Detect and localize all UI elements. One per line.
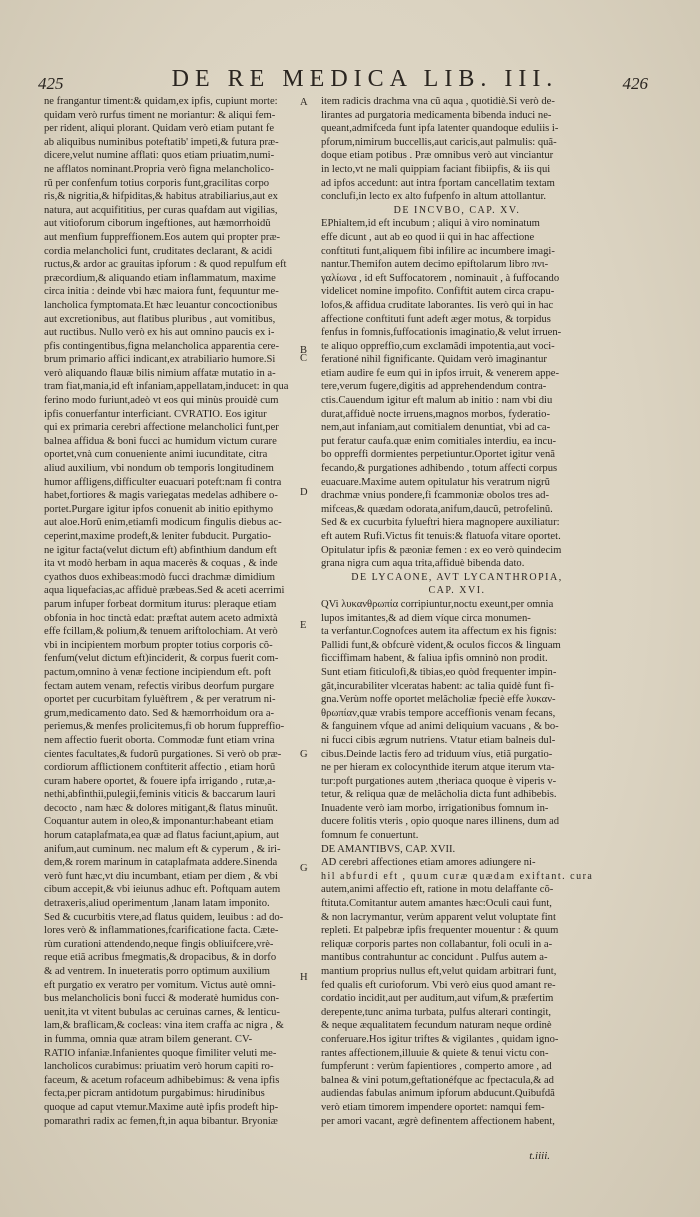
text-line: lofos,& affidua cruditate laborantes. Iis verò qui in hac [321, 299, 554, 311]
text-line: tere,verum fugere,digitis ad apprehendendum contra- [321, 381, 547, 393]
margin-marker: E [300, 620, 307, 631]
text-line: dem,& rorem marinum in cataplafmata addere.Sinenda [44, 857, 278, 869]
margin-marker: G [300, 749, 308, 760]
text-line: mifceas,& quædam odorata,anifum,daucũ, petrofelinũ. [321, 503, 553, 515]
margin-marker: A [300, 97, 308, 108]
text-line: fenfum(velut dictum eft)inciderit, & corpus fuerit com- [44, 653, 279, 665]
text-line: portet.Purgare igitur ipfos conuenit ab initio epithymo [44, 503, 274, 515]
text-line: affectione conftituti funt adeft æger motus, & torpidus [321, 313, 551, 325]
text-line: habet,fortiores & magis variegatas medelas adhibere o- [44, 490, 278, 502]
text-line: effe fcillam,& polium,& tenuem ariftolochiam. At verò [44, 626, 278, 638]
text-line: DE AMANTIBVS, CAP. XVII. [321, 843, 456, 855]
text-line: ceperint,maxime prodeft,& leniter fubducit. Purgatio- [44, 531, 272, 542]
text-line: Sunt etiam fiticulofi,& tibias,eo quòd frequenter impin- [321, 666, 557, 678]
text-line: cyathos duos exhibeas:modò fucci drachmæ dimidium [44, 571, 275, 583]
text-line: audiendas fabulas animum ipforum abducunt.Quibufdã [321, 1088, 555, 1100]
text-line: fomnum fe conuertunt. [321, 830, 419, 842]
margin-marker: B [300, 345, 308, 356]
text-line: Inuadente verò iam morbo, irrigationibus fomnum in- [321, 802, 549, 814]
text-line: curam habere oportet, & fouere ipfa irrigando , rutæ,a- [44, 775, 276, 787]
text-line: bo oppreffi dormientes perpetiuntur.Oportet igitur venã [321, 449, 555, 461]
text-line: lores verò & inflammationes,fcarificatione facta. Cæte- [44, 925, 279, 937]
text-line: conclufi,in lecto ex alto fufpenfo in altum attollantur. [321, 191, 547, 203]
margin-marker: C [300, 353, 308, 364]
text-line: ferino modo furiunt,adeò vt eos qui minùs prouidè cum [44, 395, 279, 407]
text-line: QVi λυκανθρωπία corripiuntur,noctu exeunt,per omnia [321, 598, 554, 610]
margin-marker: G [300, 863, 308, 874]
text-line: ficciffimam habent, & faliua ipfis omninò non prodit. [321, 653, 548, 665]
text-line: periemus,& menfes prolicitemus,fi ob horum fuppreffio- [44, 721, 285, 733]
text-line: fectam autem venam, refectis viribus deorfum purgare [44, 680, 275, 692]
text-line: humor affligens,difficulter euacuari poteft:nam fi contra [44, 476, 282, 488]
margin-marker: D [300, 487, 308, 498]
text-line: reque etiã acribus fmegmatis,& dropacibus, & in dorfo [44, 952, 277, 964]
text-line: fed qualis eft curioforum. Vbi verò eius quod amant re- [321, 979, 556, 991]
text-line: horum cataplafmata,ea quæ ad flatus faciunt,apium, aut [44, 830, 280, 842]
text-line: præcordium,& aliquando etiam inflammatum, maxime [44, 272, 276, 284]
text-line: fecta,per picram antidotum purgabimus: hirudinibus [44, 1088, 265, 1100]
text-line: balnea affidua & boni fucci ac humidum victum curare [44, 435, 277, 447]
text-line: detraxeris,aliud operimentum ,lanam latam imponito. [44, 898, 270, 910]
text-line: aliud auxilium, vbi nondum ob temporis longitudinem [44, 463, 274, 475]
text-line: AD cerebri affectiones etiam amores adiungere ni- [321, 857, 536, 869]
text-line: Pallidi funt,& obfcurè vident,& oculos ficcos & linguam [321, 639, 561, 651]
text-line: ta verfantur.Cognofces autem ita affectum ex his fignis: [321, 626, 557, 638]
text-line: RATIO infaniæ.Infanientes quoque fimiliter veluti me- [44, 1047, 277, 1059]
text-line: pomarathri radix ac femen,ft,in aqua bibantur. Bryoniæ [44, 1115, 278, 1127]
section-heading: DE LYCAONE, AVT LYCANTHROPIA, [351, 571, 563, 583]
text-line: parum infuper forbeat dormitum iturus: pleraque etiam [44, 598, 277, 610]
section-heading: CAP. XVI. [428, 585, 486, 597]
text-line: per amori vacant, ægrè definentem affectionem habent, [321, 1115, 555, 1127]
text-line: lirantes ad purgatoria medicamenta bibenda induci ne- [321, 109, 552, 121]
text-line: ab aliquibus numinibus poteftatib' impeti,& futura præ- [44, 136, 279, 148]
text-line: tetur, & reliqua quæ de melãcholia dicta funt adhibebis. [321, 789, 557, 801]
text-line: cibum accepit,& vbi ieiunus adhuc eft. Poftquam autem [44, 884, 281, 896]
text-line: quoque ad caput vtemur.Maxime autè ipfis prodeft hip- [44, 1101, 279, 1113]
text-line: balnea & vini potum,geftationéfque ac fpectacula,& ad [321, 1074, 554, 1086]
text-line: mantibus contrahuntur ac concidunt . Pulfus autem a- [321, 952, 548, 964]
margin-letter-markers [300, 95, 318, 1095]
text-line: rùm curationi attendendo,neque fingis obliuifcere,vrè- [44, 938, 274, 950]
text-line: conftituti funt,aliquem fibi infilire ac incumbere imagi- [321, 245, 555, 257]
text-line: lancholicos curabimus: priuatim verò horum capiti ro- [44, 1061, 274, 1073]
text-line: & non lacrymantur, verùm apparent velut voluptate fint [321, 911, 556, 923]
text-line: pactum,omnino à venæ fectione incipiendum eft. poft [44, 666, 272, 678]
text-line: bus melancholicis boni fucci & moderatè humidus con- [44, 993, 280, 1005]
text-line: videlicet nomine impofito. Confiftit autem circa crapu- [321, 286, 555, 298]
text-line: vbi in incipientem morbum propter totius corporis cõ- [44, 639, 273, 651]
text-line: brum primario affici indicant,ex atrabiliario humore.Si [44, 354, 276, 366]
text-line: euacuare.Maxime autem opitulatur his veratrum nigrũ [321, 476, 550, 488]
text-line: cordatio incidit,aut per auditum,aut vifum,& præfertim [321, 993, 554, 1005]
text-line: grum,medicamento dato. Sed & hæmorrhoidum ora a- [44, 707, 275, 719]
text-line: cordia melancholici funt, cruditates declarant, & acidi [44, 245, 273, 257]
text-line: & fanguinem vfque ad animi deliquium vacuans , & bo- [321, 721, 559, 733]
text-line: Sed & ex cucurbita fylueftri hiera magnopere auxiliatur: [321, 517, 560, 529]
text-line: aut ructibus. Nullo verò ex his aut omnino paucis ex i- [44, 327, 275, 339]
text-line: nethi,abfinthii,pulegii,feminis viticis & baccarum lauri [44, 789, 276, 801]
text-line: circa initia : deinde vbi hæc maiora funt, fequuntur me- [44, 286, 279, 298]
text-line: autem,animi affectio eft, ratione in motu delaffante cõ- [321, 884, 554, 896]
margin-marker: H [300, 972, 308, 983]
text-line: repleti. Et palpebræ ipfis frequenter mouentur : & quum [321, 925, 559, 937]
text-line: oportet per cucurbitam fyluèftrem , & per veratrum ni- [44, 694, 276, 706]
text-line: Sed & cucurbitis vtere,ad flatus quidem, leuibus : ad do- [44, 911, 284, 923]
text-line: item radicis drachma vna cũ aqua , quotidiè.Si verò de- [321, 96, 555, 107]
right-text-column [321, 95, 593, 1128]
text-line: aqua liquefacias,ac affiduè præbeas.Sed & aceti acerrimi [44, 585, 285, 597]
text-line: Coquantur autem in oleo,& imponantur:habeant etiam [44, 816, 274, 828]
text-line: & neque æqualitatem fecundum naturam neque ordinè [321, 1020, 552, 1032]
text-line: lam,& braflicam,& cocleas: vina item craffa ac nigra , & [44, 1020, 284, 1032]
text-line: nantur.Themifon autem decimo epiftolarum libro πνι- [321, 259, 549, 271]
page-number-left: 425 [38, 74, 64, 93]
text-line: gna.Verùm noffe oportet melãcholiæ fpeciè effe λυκαν- [321, 694, 556, 706]
text-line: verò etiam timorem impendere oportet: namqui fem- [321, 1101, 545, 1113]
text-line: derepente,tunc anima turbata, pulfus alterari contingit, [321, 1006, 552, 1018]
text-line: ducere folitis vteris , opio quoque nares illinens, dum ad [321, 816, 560, 828]
text-line: ne frangantur timent:& quidam,ex ipfis, cupiunt morte: [44, 96, 278, 107]
text-line: te aliquo oppreffio,cum exclamãdi impotentia,aut voci- [321, 340, 555, 352]
text-line: eft purgatio ex veratro per vomitum. Victus autè omni- [44, 979, 276, 991]
text-line: ris,& nigritia,& hifpiditas,& habitus atrabiliarius,aut ex [44, 191, 278, 203]
text-line: ferationé nihil fignificante. Quidam verò imaginantur [321, 354, 547, 366]
text-line: faceum, & acetum rofaceum adhibebimus: & vena ipfis [44, 1074, 280, 1086]
text-line: & ad ventrem. In inueteratis porro optimum auxilium [44, 966, 270, 977]
text-line: dicere,velut numine afflati: quos etiam priuatim,numi- [44, 150, 275, 162]
catchword: t.iiii. [529, 1150, 550, 1162]
text-line: ctis.Cauendum igitur eft malum ab initio : nam vbi diu [321, 395, 553, 407]
text-line: pfis contingentibus,figna melancholica apparentia cere- [44, 340, 280, 352]
text-line: anifum,aut cuminum. nec malum eft & cyperum , & iri- [44, 843, 281, 855]
text-line: in lecto,vt ne mali quippiam faciant fibiipfis, & iis qui [321, 163, 551, 175]
text-line: qui ex primaria cerebri affectione melancholici funt,per [44, 422, 279, 434]
text-line: mantium proprius nullus eft,velut quidam arbitrari funt, [321, 966, 557, 977]
text-line: Opitulatur ipfis & pæoniæ femen : ex eo verò quindecim [321, 544, 562, 556]
text-line: put feratur caufa.quæ enim comitiales interdiu, ea incu- [321, 435, 557, 447]
text-line: quidam verò rurfus timent ne moriantur: & aliqui fem- [44, 109, 276, 121]
text-line: cordiorum afflictionem conftiterit affectio , etiam horũ [44, 762, 276, 774]
text-line: ni fucci cibis ægrum nutriens. Vtatur etiam balneis dul- [321, 734, 556, 746]
text-line: γαλίωνα , id eft Suffocatorem , nominauit , à fuffocando [321, 272, 560, 284]
text-line: natura, aut acquifititius, per curas quafdam aut vigilias, [44, 204, 278, 216]
section-heading: DE INCVBO, CAP. XV. [393, 204, 521, 216]
text-line: eft autem Rufi.Victus fit tenuis:& flatuofa vitare oportet. [321, 531, 561, 542]
left-text-column [44, 95, 314, 1128]
text-line: verò aliquando flauæ bilis nimium affatæ mutatio in a- [44, 367, 276, 379]
text-line: ructus,& ardor ac grauitas ipforum : & quod repulfum eft [44, 259, 287, 271]
text-line: oportet,vnà cum conueniente animi iucunditate, citra [44, 449, 268, 461]
text-line: reliquæ corporis partes non collabantur, foli oculi in a- [321, 938, 553, 950]
text-line: etiam audire fe eum qui in ipfos irruit, & venerem appe- [321, 367, 559, 379]
text-line: ftituta.Comitantur autem amantes hæc:Oculi cauì funt, [321, 898, 552, 910]
text-line: rantes affectionem,illuuie & quiete & tenui victu con- [321, 1047, 549, 1059]
text-line: tur:poft purgationes autem ,theriaca quoque è viperis v- [321, 775, 557, 787]
text-line: ne igitur facta(velut dictum eft) abfinthium dandum eft [44, 544, 277, 556]
text-line: obfonia in hoc tinctà edat: præftat autem aceto admixtà [44, 612, 278, 624]
text-line: ne afflatos nominant.Propria verò figna melancholico- [44, 163, 274, 175]
text-line: fecando,& purgationes adhibendo , totum affecti corpus [321, 463, 558, 475]
text-line: decocto , nam hæc & dolores mitigant,& flatus minuũt. [44, 802, 278, 814]
text-line: drachmæ vnius pondere,fi fcammoniæ obolos tres ad- [321, 490, 550, 502]
text-line: θρωπίαν,quæ vrabis tempore acceffionis venam fecans, [321, 707, 556, 719]
text-line: in fumma, omnia quæ atram bilem generant. CV- [44, 1033, 253, 1045]
page-number-right: 426 [622, 74, 648, 93]
text-line: ne per hieram ex colocynthide iterum atque iterum vta- [321, 762, 555, 774]
text-line: lupos imitantes,& ad diem víque circa monumen- [321, 612, 531, 624]
section-heading: hil abfurdi eft , quum curæ quædam exiftant. cura [321, 870, 594, 882]
text-line: aut vitioforum ciborum ingeftiones, aut hæmorrhoidũ [44, 218, 271, 230]
text-line: ipfis conuerfantur interficiant. CVRATIO. Eos igitur [44, 408, 267, 420]
text-line: uenit,ita vt vitent bubulas ac ceruinas carnes, & lenticu- [44, 1006, 280, 1018]
text-line: effe dicunt , aut ab eo quod ii qui in hac affectione [321, 231, 535, 243]
text-line: gãt,incurabiliter vlceratas habent: ac talia quidè funt fi- [321, 680, 554, 692]
text-line: doque etiam potibus . Præ omnibus verò aut vinciantur [321, 150, 554, 162]
text-line: aut menfium fuppreffionem.Eos autem qui propter præ- [44, 231, 281, 243]
running-title: DE RE MEDICA LIB. III. [171, 66, 559, 92]
text-line: EPhialtem,id eft incubum ; aliqui à viro nominatum [321, 218, 540, 230]
text-line: cibus.Deinde lactis fero ad triduum víus, etiã purgatio- [321, 748, 553, 760]
page-header [0, 60, 700, 100]
text-line: queant,admifceda funt ipfa latenter quandoque eduliis i- [321, 123, 559, 135]
text-line: verò funt hæc,vt diu incumbant, etiam per diem , & vbi [44, 870, 278, 882]
text-line: grana nigra cum aqua trita,affiduè bibenda dato. [321, 558, 525, 570]
text-line: ad ipfos accedunt: aut intra fportam cancellatim textam [321, 177, 555, 189]
text-line: fenfus in fomnis,fuffocationis imaginatio,& velut irruen- [321, 327, 562, 339]
text-line: nem affectio fuerit oborta. Commodæ funt etiam vrina [44, 734, 275, 746]
text-line: aut excretionibus, aut flatibus pluribus , aut vomitibus, [44, 313, 276, 325]
text-line: durat,affiduè nocte irruens,magnos morbos, fyderatio- [321, 408, 550, 420]
text-line: lancholica fymptomata.Et hæc leuantur concoctionibus [44, 299, 278, 311]
text-line: aut aloe.Horũ enim,etiamfi modicum fingulis diebus ac- [44, 517, 282, 529]
text-line: tram fiat,mania,id eft infaniam,appellatam,inducet: in qua [44, 381, 289, 393]
text-line: conferuare.Hos igitur triftes & vigilantes , quidam igno- [321, 1033, 559, 1045]
text-line: cientes facultates,& fudorũ purgationes. Si verò ob præ- [44, 748, 282, 760]
text-line: pforum,nimirum buccellis,aut caricis,aut palmulis: quã- [321, 136, 557, 148]
text-line: nem,aut infaniam,aut comitialem denuntiat, vbi ad ca- [321, 422, 551, 434]
text-line: fumpferunt : verùm fapientiores , comperto amore , ad [321, 1061, 552, 1073]
text-line: rũ per confenfum totius corporis funt,gracilitas corpo [44, 177, 270, 189]
text-line: ita vt modò herbam in aqua macerès & coquas , & inde [44, 558, 278, 570]
text-line: per rident, aliqui plorant. Quidam verò etiam putant fe [44, 123, 275, 135]
